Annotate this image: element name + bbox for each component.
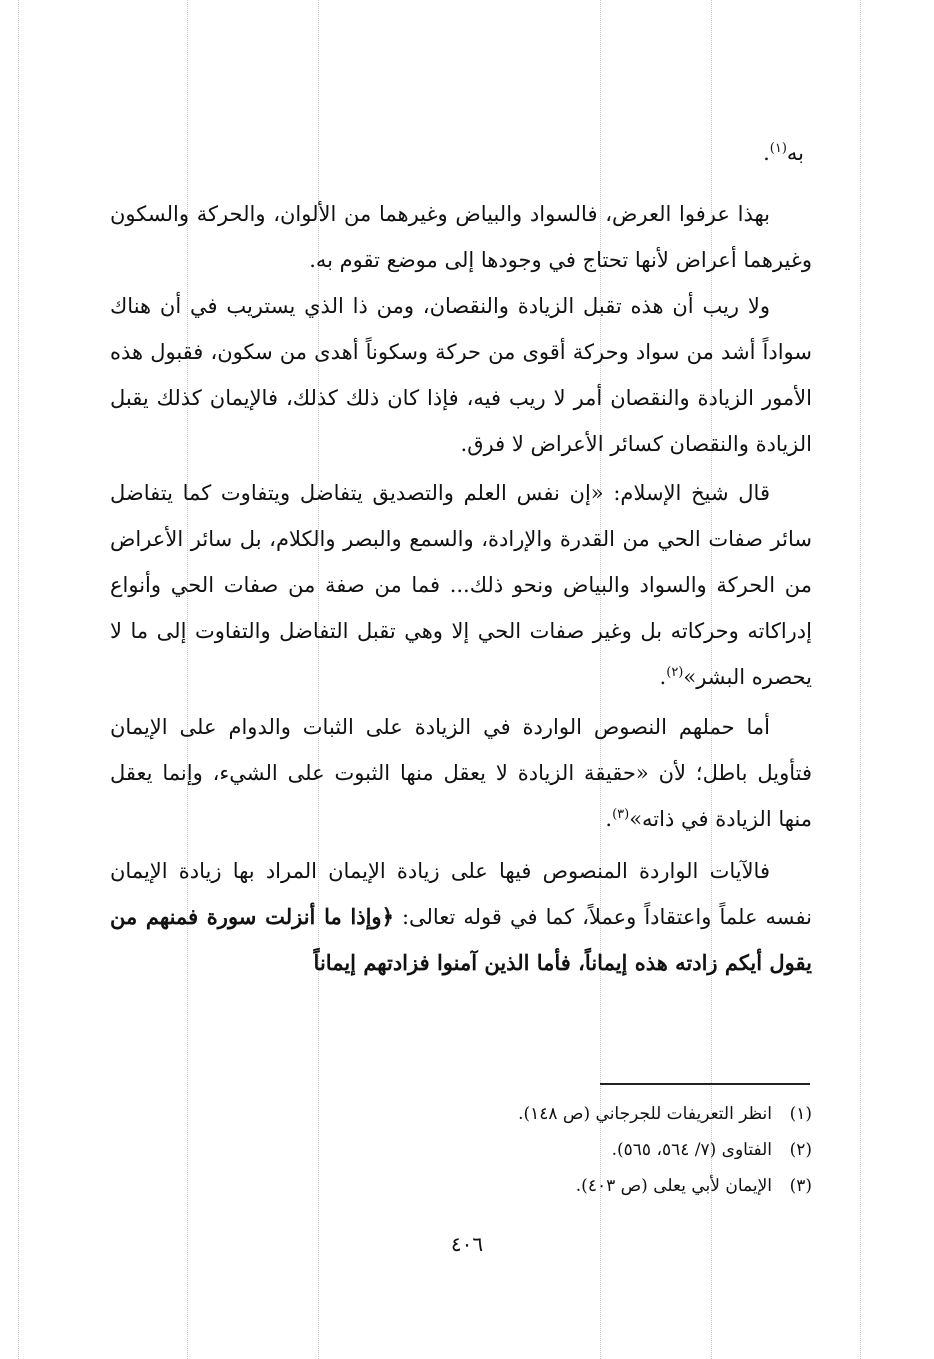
footnote-number: (٣) [789, 1176, 812, 1196]
paragraph [110, 848, 812, 986]
paragraph [110, 191, 812, 283]
footnote-number: (١) [789, 1104, 812, 1124]
top-fragment-tail: . [763, 141, 770, 165]
top-fragment [763, 133, 804, 173]
paragraph-3 [110, 470, 812, 700]
footnote-item [360, 1168, 812, 1204]
paragraph [110, 470, 812, 700]
page-number: ٤٠٦ [450, 1232, 484, 1256]
paragraph-3-text: قال شيخ الإسلام: «إن نفس العلم والتصديق يتفاضل ويتفاوت كما يتفاضل سائر صفات الحي من القدرة والإرادة، والسمع والبصر والكلام، بل سائر الأعراض من الحركة والسواد والبياض ونحو ذلك... فما من صفة من صفات الحي وأنواع إدراكاته وحركاته بل وغير صفات الحي إلا وهي تقبل التفاضل والتفاوت إلى ما لا يحصره البشر» [110, 481, 812, 689]
paragraph [110, 283, 812, 467]
footnote-ref: (٢) [666, 665, 684, 680]
paragraph-4-tail: . [605, 807, 613, 831]
footnote-text: الفتاوى (٧/ ٥٦٤، ٥٦٥). [611, 1140, 772, 1160]
paragraph-5 [110, 848, 812, 986]
footnote-separator [600, 1083, 810, 1085]
footnote-ref: (١) [769, 141, 787, 156]
paragraph-5-text: فالآيات الواردة المنصوص فيها على زيادة الإيمان المراد بها زيادة الإيمان نفسه علماً واعتقاداً وعملاً، كما في قوله تعالى: [110, 859, 813, 929]
paragraph-4-text: أما حملهم النصوص الواردة في الزيادة على الثبات والدوام على الإيمان فتأويل باطل؛ لأن «حقيقة الزيادة لا يعقل منها الثبوت على الشيء، وإنما يعقل منها الزيادة في ذاته» [110, 715, 812, 831]
footnote-ref: (٣) [612, 807, 630, 822]
scan-line [860, 0, 861, 1359]
paragraph-1-text: بهذا عرفوا العرض، فالسواد والبياض وغيرهما من الألوان، والحركة والسكون وغيرهما أعراض لأنها تحتاج في وجودها إلى موضع تقوم به. [110, 202, 812, 272]
footnote-item [360, 1096, 812, 1132]
top-fragment-text: به [786, 141, 804, 165]
paragraph [110, 704, 812, 842]
paragraph-4 [110, 704, 812, 842]
scan-line [18, 0, 19, 1359]
footnote-text: الإيمان لأبي يعلى (ص ٤٠٣). [575, 1176, 772, 1196]
quran-quote: ﴿وإذا ما أنزلت سورة فمنهم من يقول أيكم زادته هذه إيماناً، فأما الذين آمنوا فزادتهم إيماناً [110, 904, 812, 975]
footnotes [360, 1096, 812, 1204]
paragraph-2-text: ولا ريب أن هذه تقبل الزيادة والنقصان، ومن ذا الذي يستريب في أن هناك سواداً أشد من سواد وحركة أقوى من حركة وسكوناً أهدى من سكون، فقبول هذه الأمور الزيادة والنقصان أمر لا ريب فيه، فإذا كان ذلك كذلك، فالإيمان كذلك يقبل الزيادة والنقصان كسائر الأعراض لا فرق. [110, 294, 812, 456]
paragraph-3-tail: . [659, 665, 667, 689]
footnote-number: (٢) [789, 1140, 812, 1160]
footnote-item [360, 1132, 812, 1168]
footnote-text: انظر التعريفات للجرجاني (ص ١٤٨). [518, 1104, 772, 1124]
